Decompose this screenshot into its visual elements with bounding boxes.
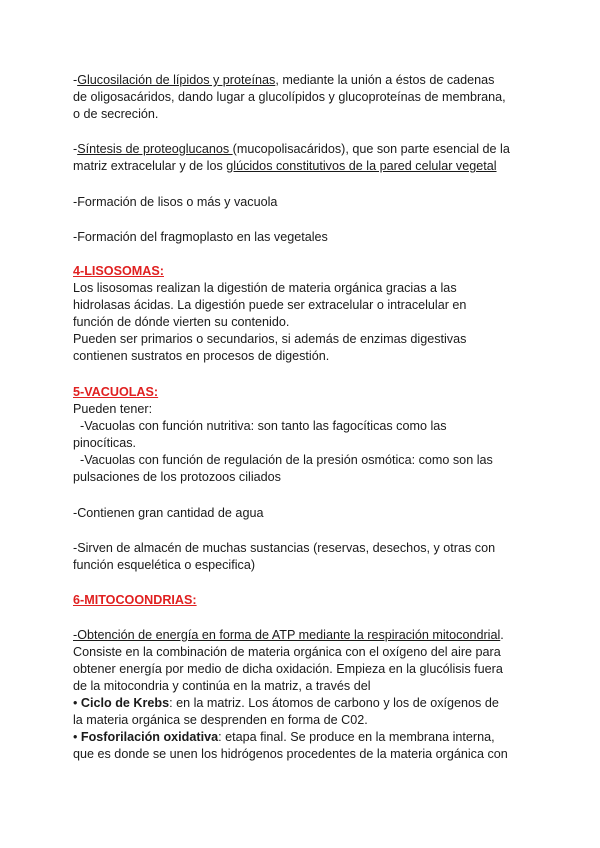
vacuolas-nutritiva-line-1: -Vacuolas con función nutritiva: son tanto las fagocíticas como las bbox=[73, 419, 447, 433]
mitocondrias-line: Consiste en la combinación de materia orgánica con el oxígeno del aire para bbox=[73, 645, 501, 659]
almacen-paragraph bbox=[73, 540, 533, 574]
fosforilacion-term: Fosforilación oxidativa bbox=[80, 730, 219, 744]
sintesis-text: (mucopolisacáridos), que son parte esencial de la bbox=[232, 142, 510, 156]
bullet: • bbox=[73, 696, 81, 710]
glucidos-term: glúcidos constitutivos de la pared celular vegetal bbox=[226, 159, 497, 173]
mitocondrias-line: de la mitocondria y continúa en la matriz, a través del bbox=[73, 679, 371, 693]
krebs-term: Ciclo de Krebs bbox=[80, 696, 170, 710]
lisosomas-line: hidrolasas ácidas. La digestión puede ser extracelular o intracelular en bbox=[73, 298, 467, 312]
lisos-line bbox=[73, 194, 533, 211]
mitocondrias-heading-block bbox=[73, 592, 533, 609]
sintesis-term: Síntesis de proteoglucanos bbox=[77, 142, 233, 156]
dash: - bbox=[73, 142, 78, 156]
fosforilacion-line-2: que es donde se unen los hidrógenos procedentes de la materia orgánica con bbox=[73, 747, 508, 761]
period: . bbox=[500, 628, 504, 642]
bullet: • bbox=[73, 730, 81, 744]
sintesis-line-1 bbox=[73, 141, 533, 158]
energia-line bbox=[73, 627, 543, 644]
sintesis-text-2: matriz extracelular y de los bbox=[73, 159, 227, 173]
vacuolas-nutritiva-line-2: pinocíticas. bbox=[73, 436, 136, 450]
vacuolas-osmotica-line-1: -Vacuolas con función de regulación de la presión osmótica: como son las bbox=[73, 453, 493, 467]
lisosomas-line: contienen sustratos en procesos de digestión. bbox=[73, 349, 330, 363]
fosforilacion-line-1 bbox=[73, 729, 543, 746]
lisosomas-line: Los lisosomas realizan la digestión de materia orgánica gracias a las bbox=[73, 281, 457, 295]
fragmoplasto-text: -Formación del fragmoplasto en las vegetales bbox=[73, 230, 328, 244]
krebs-line-2: la materia orgánica se desprenden en forma de C02. bbox=[73, 713, 368, 727]
lisos-text: -Formación de lisos o más y vacuola bbox=[73, 195, 278, 209]
glucosilacion-term: Glucosilación de lípidos y proteínas bbox=[77, 73, 276, 87]
glucosilacion-paragraph bbox=[73, 72, 533, 123]
almacen-line-1: -Sirven de almacén de muchas sustancias (reservas, desechos, y otras con bbox=[73, 541, 496, 555]
agua-line bbox=[73, 505, 533, 522]
mitocondrias-line: obtener energía por medio de dicha oxidación. Empieza en la glucólisis fuera bbox=[73, 662, 503, 676]
krebs-text: : en la matriz. Los átomos de carbono y los de oxígenos de bbox=[169, 696, 499, 710]
agua-text: -Contienen gran cantidad de agua bbox=[73, 506, 264, 520]
lisosomas-section bbox=[73, 263, 533, 365]
sintesis-line-2 bbox=[73, 158, 533, 175]
lisosomas-line: función de dónde vierten su contenido. bbox=[73, 315, 290, 329]
vacuolas-intro: Pueden tener: bbox=[73, 402, 153, 416]
dash: - bbox=[73, 73, 78, 87]
glucosilacion-text: , mediante la unión a éstos de cadenas bbox=[275, 73, 495, 87]
glucosilacion-line-1 bbox=[73, 72, 533, 89]
vacuolas-osmotica-line-2: pulsaciones de los protozoos ciliados bbox=[73, 470, 281, 484]
vacuolas-section bbox=[73, 384, 533, 486]
krebs-line-1 bbox=[73, 695, 543, 712]
energia-term: -Obtención de energía en forma de ATP mediante la respiración mitocondrial bbox=[73, 628, 501, 642]
fragmoplasto-line bbox=[73, 229, 533, 246]
mitocondrias-heading: 6-MITOCOONDRIAS: bbox=[73, 593, 197, 607]
mitocondrias-section bbox=[73, 627, 543, 763]
vacuolas-heading: 5-VACUOLAS: bbox=[73, 385, 159, 399]
lisosomas-heading: 4-LISOSOMAS: bbox=[73, 264, 164, 278]
fosforilacion-text: : etapa final. Se produce en la membrana interna, bbox=[218, 730, 495, 744]
glucosilacion-line-3: o de secreción. bbox=[73, 107, 159, 121]
almacen-line-2: función esquelética o especifica) bbox=[73, 558, 256, 572]
lisosomas-line: Pueden ser primarios o secundarios, si además de enzimas digestivas bbox=[73, 332, 467, 346]
sintesis-paragraph bbox=[73, 141, 533, 175]
glucosilacion-line-2: de oligosacáridos, dando lugar a glucolípidos y glucoproteínas de membrana, bbox=[73, 90, 506, 104]
